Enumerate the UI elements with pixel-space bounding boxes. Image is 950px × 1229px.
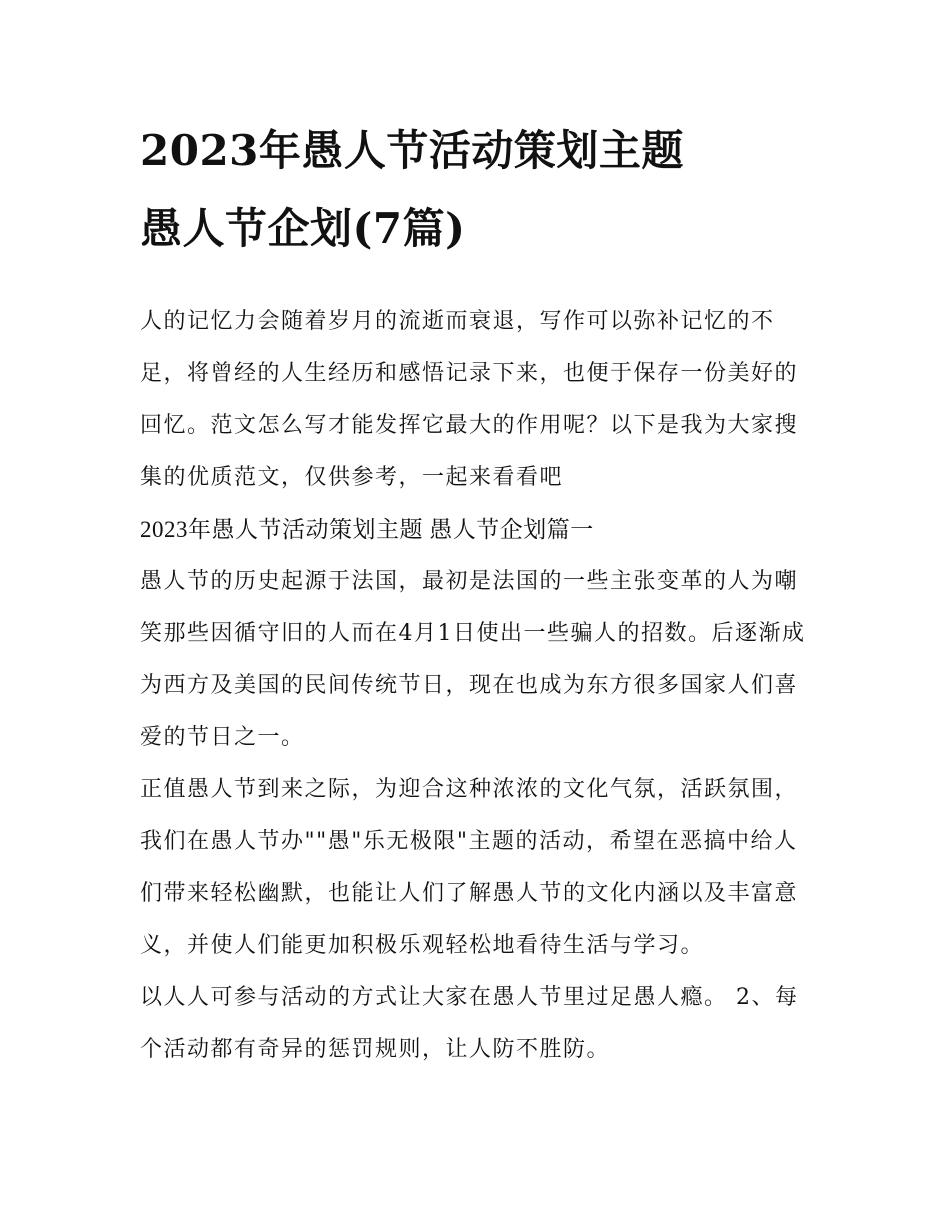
title-line-2: 愚人节企划(7篇) — [140, 204, 466, 253]
document-title — [140, 112, 820, 268]
body-paragraph-2: 正值愚人节到来之际，为迎合这种浓浓的文化气氛，活跃氛围，我们在愚人节办""愚"乐无极限"主题的活动，希望在恶搞中给人们带来轻松幽默，也能让人们了解愚人节的文化内涵以及丰富意义，并使人们能更加积极乐观轻松地看待生活与学习。 — [140, 777, 799, 958]
intro-paragraph: 人的记忆力会随着岁月的流逝而衰退，写作可以弥补记忆的不足，将曾经的人生经历和感悟记录下来，也便于保存一份美好的回忆。范文怎么写才能发挥它最大的作用呢？以下是我为大家搜集的优质范文，仅供参考，一起来看看吧 — [140, 309, 799, 490]
title-line-1: 2023年愚人节活动策划主题 — [140, 126, 684, 175]
body-paragraph-1: 愚人节的历史起源于法国，最初是法国的一些主张变革的人为嘲笑那些因循守旧的人而在4月1日使出一些骗人的招数。后逐渐成为西方及美国的民间传统节日，现在也成为东方很多国家人们喜爱的节日之一。 — [140, 569, 806, 750]
document-page — [140, 112, 820, 1076]
section-heading: 2023年愚人节活动策划主题 愚人节企划篇一 — [140, 517, 594, 542]
document-body — [140, 296, 820, 1076]
body-paragraph-3: 以人人可参与活动的方式让大家在愚人节里过足愚人瘾。 2、每个活动都有奇异的惩罚规则，让人防不胜防。 — [140, 985, 799, 1062]
